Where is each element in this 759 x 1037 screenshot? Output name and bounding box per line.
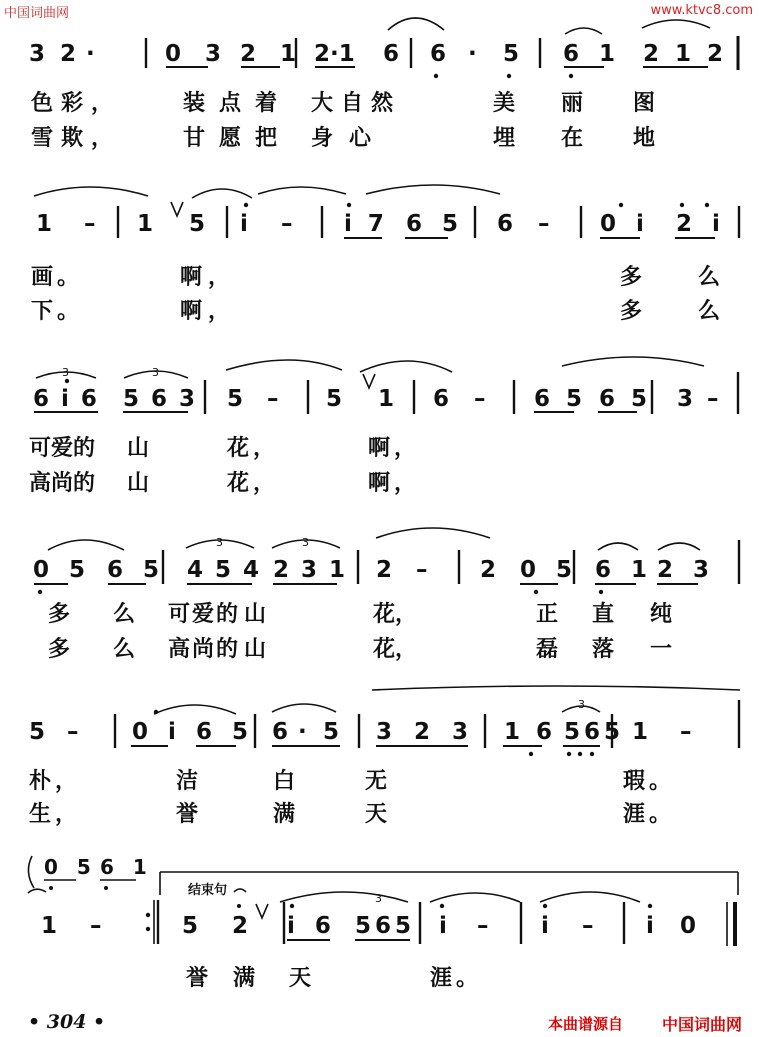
octave-dots-system-1: [434, 74, 573, 78]
dash: –: [416, 557, 428, 583]
dash: –: [707, 386, 719, 412]
slurs-system-3: [36, 357, 704, 378]
note: 5 6 3: [123, 386, 198, 412]
lyric: 山: [244, 637, 267, 662]
note: 6 1: [595, 557, 654, 583]
note: 3: [452, 719, 469, 745]
note: 6: [433, 386, 450, 412]
note: 5: [189, 211, 206, 237]
triplet-marks-system-5: [578, 698, 585, 711]
octave-dots-system-3: [65, 379, 69, 383]
lyric: 啊，: [368, 471, 421, 496]
lyric: 洁: [176, 769, 199, 794]
barlines-system-5: [115, 700, 739, 748]
note: 0 5: [44, 855, 97, 879]
lyric: 啊，: [180, 299, 237, 324]
note: 6 5: [534, 386, 587, 412]
octave-dots-system-6: [49, 886, 652, 908]
lyric: 花，: [227, 471, 280, 496]
breath-mark-system-6: [256, 904, 268, 918]
octave-dots-system-2: [244, 203, 709, 207]
lyric: 誉: [176, 802, 199, 827]
lyric: 可爱的: [168, 602, 241, 627]
note: 5: [227, 386, 244, 412]
note: 1: [41, 913, 58, 939]
lyric: 纯: [650, 602, 673, 627]
lyric: 丽: [561, 91, 584, 116]
note: 2: [376, 557, 393, 583]
octave-dots-system-5: [154, 710, 594, 756]
lyric: 山: [244, 602, 267, 627]
note: 5: [29, 719, 46, 745]
slurs-system-2: [34, 185, 500, 198]
note: 2: [480, 557, 497, 583]
lyric: 啊，: [180, 265, 237, 290]
lyric: 磊: [536, 637, 559, 662]
note: 2 1: [240, 41, 305, 67]
note: 5: [323, 719, 340, 745]
page-number: • 304 •: [28, 1011, 106, 1033]
note: 6: [272, 719, 289, 745]
note: 0 5: [520, 557, 579, 583]
note: 3: [376, 719, 393, 745]
lyric: 可爱的: [29, 436, 96, 461]
note: 0 i: [600, 211, 650, 237]
svg-text:3: 3: [62, 366, 69, 379]
note: 6: [430, 41, 447, 67]
barlines-system-2: [118, 206, 739, 238]
svg-text:3: 3: [302, 536, 309, 549]
note: i: [646, 913, 654, 939]
note: 6 5: [599, 386, 652, 412]
repeat-dots-system-6: [146, 913, 150, 931]
note: 0: [680, 913, 697, 939]
note: 2·1: [314, 41, 355, 67]
octave-dots-system-4: [38, 590, 603, 594]
lyric: 啊，: [368, 436, 421, 461]
lyric: 无: [365, 769, 388, 794]
dash: –: [477, 913, 489, 939]
note: i: [541, 913, 549, 939]
lyric: 生，: [29, 802, 82, 827]
dash: –: [67, 719, 79, 745]
barlines-system-3: [205, 372, 738, 414]
lyric: 高尚的: [29, 471, 96, 496]
slurs-system-4: [48, 528, 700, 550]
note: 2 1 2: [643, 41, 728, 67]
note: 2 3 1: [273, 557, 348, 583]
triplet-marks-system-6: [375, 892, 382, 905]
barlines-system-6: [154, 900, 735, 946]
dash: –: [84, 211, 96, 237]
lyric: 山: [127, 471, 150, 496]
slurs-system-5: [154, 686, 740, 714]
note: 5: [326, 386, 343, 412]
lyric: 涯。: [430, 966, 483, 991]
lyric: 色彩，: [31, 91, 122, 116]
dash: –: [267, 386, 279, 412]
watermark-right: www.ktvc8.com: [650, 3, 753, 18]
coda-label: 结束句: [188, 883, 228, 898]
note: 6: [383, 41, 400, 67]
dash: –: [281, 211, 293, 237]
note: 2: [232, 913, 249, 939]
lyric: 天: [365, 802, 388, 827]
dash: –: [90, 913, 102, 939]
note: 6 1: [100, 855, 153, 879]
lyric: 身心: [311, 126, 388, 151]
lyric: 白: [273, 769, 296, 794]
note: 2: [60, 41, 77, 67]
lyric: 么: [113, 602, 136, 627]
dot: ·: [298, 719, 307, 745]
svg-text:3: 3: [216, 536, 223, 549]
top-bracket-system-6: [28, 856, 738, 895]
note: 0 3: [165, 41, 230, 67]
note: 2 3: [657, 557, 716, 583]
lyric: 花，: [373, 602, 418, 627]
lyric: 装点着: [183, 91, 292, 116]
note: 5: [503, 41, 520, 67]
lyric: 画。: [31, 265, 84, 290]
note: i 7: [344, 211, 388, 237]
lyric: 多: [620, 299, 643, 324]
lyric: 多: [620, 265, 643, 290]
lyric: 么: [698, 265, 721, 290]
note: 2 i: [676, 211, 726, 237]
note: 6 5: [196, 719, 255, 745]
lyric: 天: [289, 966, 312, 991]
lyric: 在: [561, 126, 584, 151]
lyric: 多: [48, 602, 71, 627]
lyric: 满: [273, 802, 296, 827]
note: 1 6: [504, 719, 557, 745]
source-note: 本曲谱源自: [548, 1015, 624, 1033]
watermark-left: 中国词曲网: [4, 6, 70, 21]
lyric: 图: [633, 91, 656, 116]
lyric: 高尚的: [168, 637, 241, 662]
lyric: 下。: [31, 299, 84, 324]
dash: –: [474, 386, 486, 412]
note: 5 6 5: [564, 719, 619, 745]
svg-text:3: 3: [578, 698, 585, 711]
lyric: 一: [650, 637, 673, 662]
note: 3: [29, 41, 46, 67]
dot: ·: [468, 41, 477, 67]
note: 6 5: [107, 557, 166, 583]
site-name: 中国词曲网: [662, 1015, 743, 1034]
lyric: 雪欺，: [31, 126, 122, 151]
breath-mark-system-2: [171, 202, 183, 216]
note: 1: [137, 211, 154, 237]
note: 3: [677, 386, 694, 412]
note: 6 1: [563, 41, 622, 67]
note: 6 5: [406, 211, 465, 237]
note: 0 i: [132, 719, 182, 745]
note: 5 6 5: [355, 913, 410, 939]
note: i: [240, 211, 248, 237]
lyric: 多: [48, 637, 71, 662]
note: 6 i 6: [33, 386, 99, 412]
lyric: 花，: [227, 436, 280, 461]
lyric: 么: [698, 299, 721, 324]
note: i: [439, 913, 447, 939]
note: 5: [182, 913, 199, 939]
lyric: 美: [493, 91, 516, 116]
note: 1: [632, 719, 649, 745]
triplet-marks-system-4: [216, 536, 309, 549]
note: 4 5 4: [187, 557, 262, 583]
lyric: 大自然: [311, 91, 402, 116]
note: 0 5: [33, 557, 92, 583]
dot: ·: [86, 41, 95, 67]
lyric: 么: [113, 637, 136, 662]
lyric: 誉: [186, 966, 209, 991]
dash: –: [680, 719, 692, 745]
dash: –: [582, 913, 594, 939]
lyric: 埋: [493, 126, 516, 151]
lyric: 涯。: [623, 802, 676, 827]
note: 1: [36, 211, 53, 237]
slurs-system-1: [388, 18, 710, 34]
breath-mark-system-3: [363, 374, 375, 388]
dash: –: [538, 211, 550, 237]
note: 1: [378, 386, 395, 412]
lyric: 地: [633, 126, 656, 151]
lyric: 直: [592, 602, 615, 627]
lyric: 瑕。: [623, 769, 676, 794]
slurs-system-6: [234, 889, 640, 902]
barlines-system-1: [146, 36, 738, 70]
note: i 6: [287, 913, 337, 939]
lyric: 落: [592, 637, 615, 662]
lyric: 满: [233, 966, 256, 991]
note: 6: [497, 211, 514, 237]
lyric: 甘愿把: [183, 126, 292, 151]
lyric: 朴，: [29, 769, 82, 794]
svg-text:3: 3: [152, 366, 159, 379]
lyric: 正: [536, 602, 559, 627]
svg-text:3: 3: [375, 892, 382, 905]
lyric: 山: [127, 436, 150, 461]
lyric: 花，: [373, 637, 418, 662]
note: 2: [414, 719, 431, 745]
